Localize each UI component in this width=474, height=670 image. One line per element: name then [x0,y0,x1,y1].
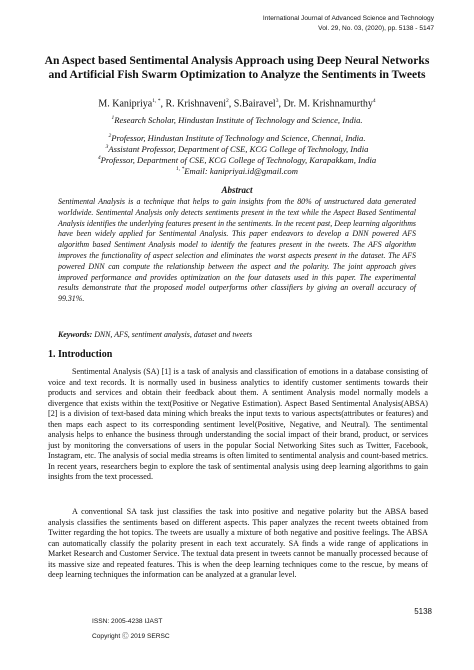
affiliation-text: Assistant Professor, Department of CSE, KCG College of Technology, India [108,143,369,154]
issn: ISSN: 2005-4238 IJAST [92,618,163,625]
abstract-text: Sentimental Analysis is a technique that helps to gain insights from the 80% of unstructured data generated worldwide. Sentimental Analysis only detects sentiments present in the text while the Aspect Based Sentimental Analysis identifies the underlying features present in the sentiments. In the recent past, Deep learning algorithms have been widely applied for Sentimental Analysis. This paper endeavors to develop a DNN powered AFS algorithm based Sentiment Analysis model to identify the features present in the tweets. The AFS algorithm improves the functionality of aspect selection and eliminates the worst aspects present in the dataset. The AFS powered DNN can compute the relationship between the aspect and the polarity. The joint approach gives improved performance and provides optimization on the four datasets used in this paper. The experimental results demonstrate that the proposed model outperforms other classifiers by giving an overall accuracy of 99.31%. [58,197,416,304]
intro-paragraph-1: Sentimental Analysis (SA) [1] is a task of analysis and classification of emotions in a database consisting of voice and text records. It is normally used in business analytics to identify customer sentiments towards their products and services and obtain their feedback about them. A sentiment Analysis model normally models a divergence that exists within the text(Positive or Negative Estimation). Aspect Based Sentimental Analysis(ABSA) [2] is a division of text-based data mining which breaks the input texts to various aspects(attributes or features) and then maps each aspect to its corresponding sentiment level(Positive, Negative, and Neutral). The sentimental analysis helps to enhance the business through understanding the social impact of their brand, product, or services just by monitoring the conversations of users in the popular Social Networking Sites such as Twitter, Facebook, Instagram, etc. The analysis of social media streams is often limited to sentimental analysis and count-based metrics. In recent years, researchers begin to explore the task of sentimental analysis using deep learning algorithms to gain insights from the text processed. [48,367,428,482]
author-sup: 4 [372,98,376,104]
affiliation-sup: 3 [105,144,109,150]
page-number: 5138 [414,607,432,616]
author-email [40,164,434,177]
copyright: Copyright Ⓒ 2019 SERSC [92,633,170,640]
keywords-text: DNN, AFS, sentiment analysis, dataset and tweets [94,330,253,339]
paper-title: An Aspect based Sentimental Analysis Approach using Deep Neural Networks and Artificial Fish Swarm Optimization to Analyze the Sentiments in Tweets [44,54,430,81]
affiliation [40,113,434,126]
affiliation-sup: 1 [111,115,115,121]
journal-volume: Vol. 29, No. 03, (2020), pp. 5138 - 5147 [318,25,434,32]
email-text: Email: kanipriyai.id@gmail.com [184,165,298,176]
author-name: S.Bairavel [233,98,276,110]
author-sup: 2 [226,98,229,104]
intro-paragraph-2: A conventional SA task just classifies the task into positive and negative polarity but the ABSA based analysis classifies the sentiments based on different aspects. This paper analyzes the recent tweets obtained from Twitter regarding the hot topics. The tweets are usually a mixture of both negative and positive feelings. The ABSA can automatically classify the polarity present in each text accurately. SA finds a wide range of applications in Market Research and Customer Service. The textual data present in tweets cannot be manually processed because of its massive size and repeated features. This is when the deep learning techniques come to the rescue, by means of deep learning techniques the information can be analyzed at a granular level. [48,507,428,580]
abstract-heading: Abstract [221,185,253,195]
affiliation-text: Professor, Hindustan Institute of Technology and Science, Chennai, India. [111,132,366,143]
journal-header [263,14,434,34]
author-name: Dr. M. Krishnamurthy [283,98,373,110]
author-name: R. Krishnaveni [165,98,227,110]
author-sup: 3 [275,98,279,104]
author-list: M. Kanipriya$^{1, *}$, R. Krishnaveni$^2$, S.Bairavel$^3$, Dr. M. Krishnamurthy$^4$ [98,98,376,110]
affiliation-text: Research Scholar, Hindustan Institute of Technology and Science, India. [114,114,363,125]
author-name: M. Kanipriya [98,98,153,110]
journal-name: International Journal of Advanced Science and Technology [262,15,434,22]
affiliation-sup: 2 [108,133,112,139]
author-sup: 1, * [152,98,161,104]
keywords [58,330,416,339]
keywords-label: Keywords: [58,330,93,339]
section-heading: 1. Introduction [48,349,113,360]
affiliation-sup: 1, * [176,166,185,172]
affiliation-sup: 4 [97,155,101,161]
affiliation-text: Professor, Department of CSE, KCG College of Technology, Karapakkam, India [100,154,377,165]
